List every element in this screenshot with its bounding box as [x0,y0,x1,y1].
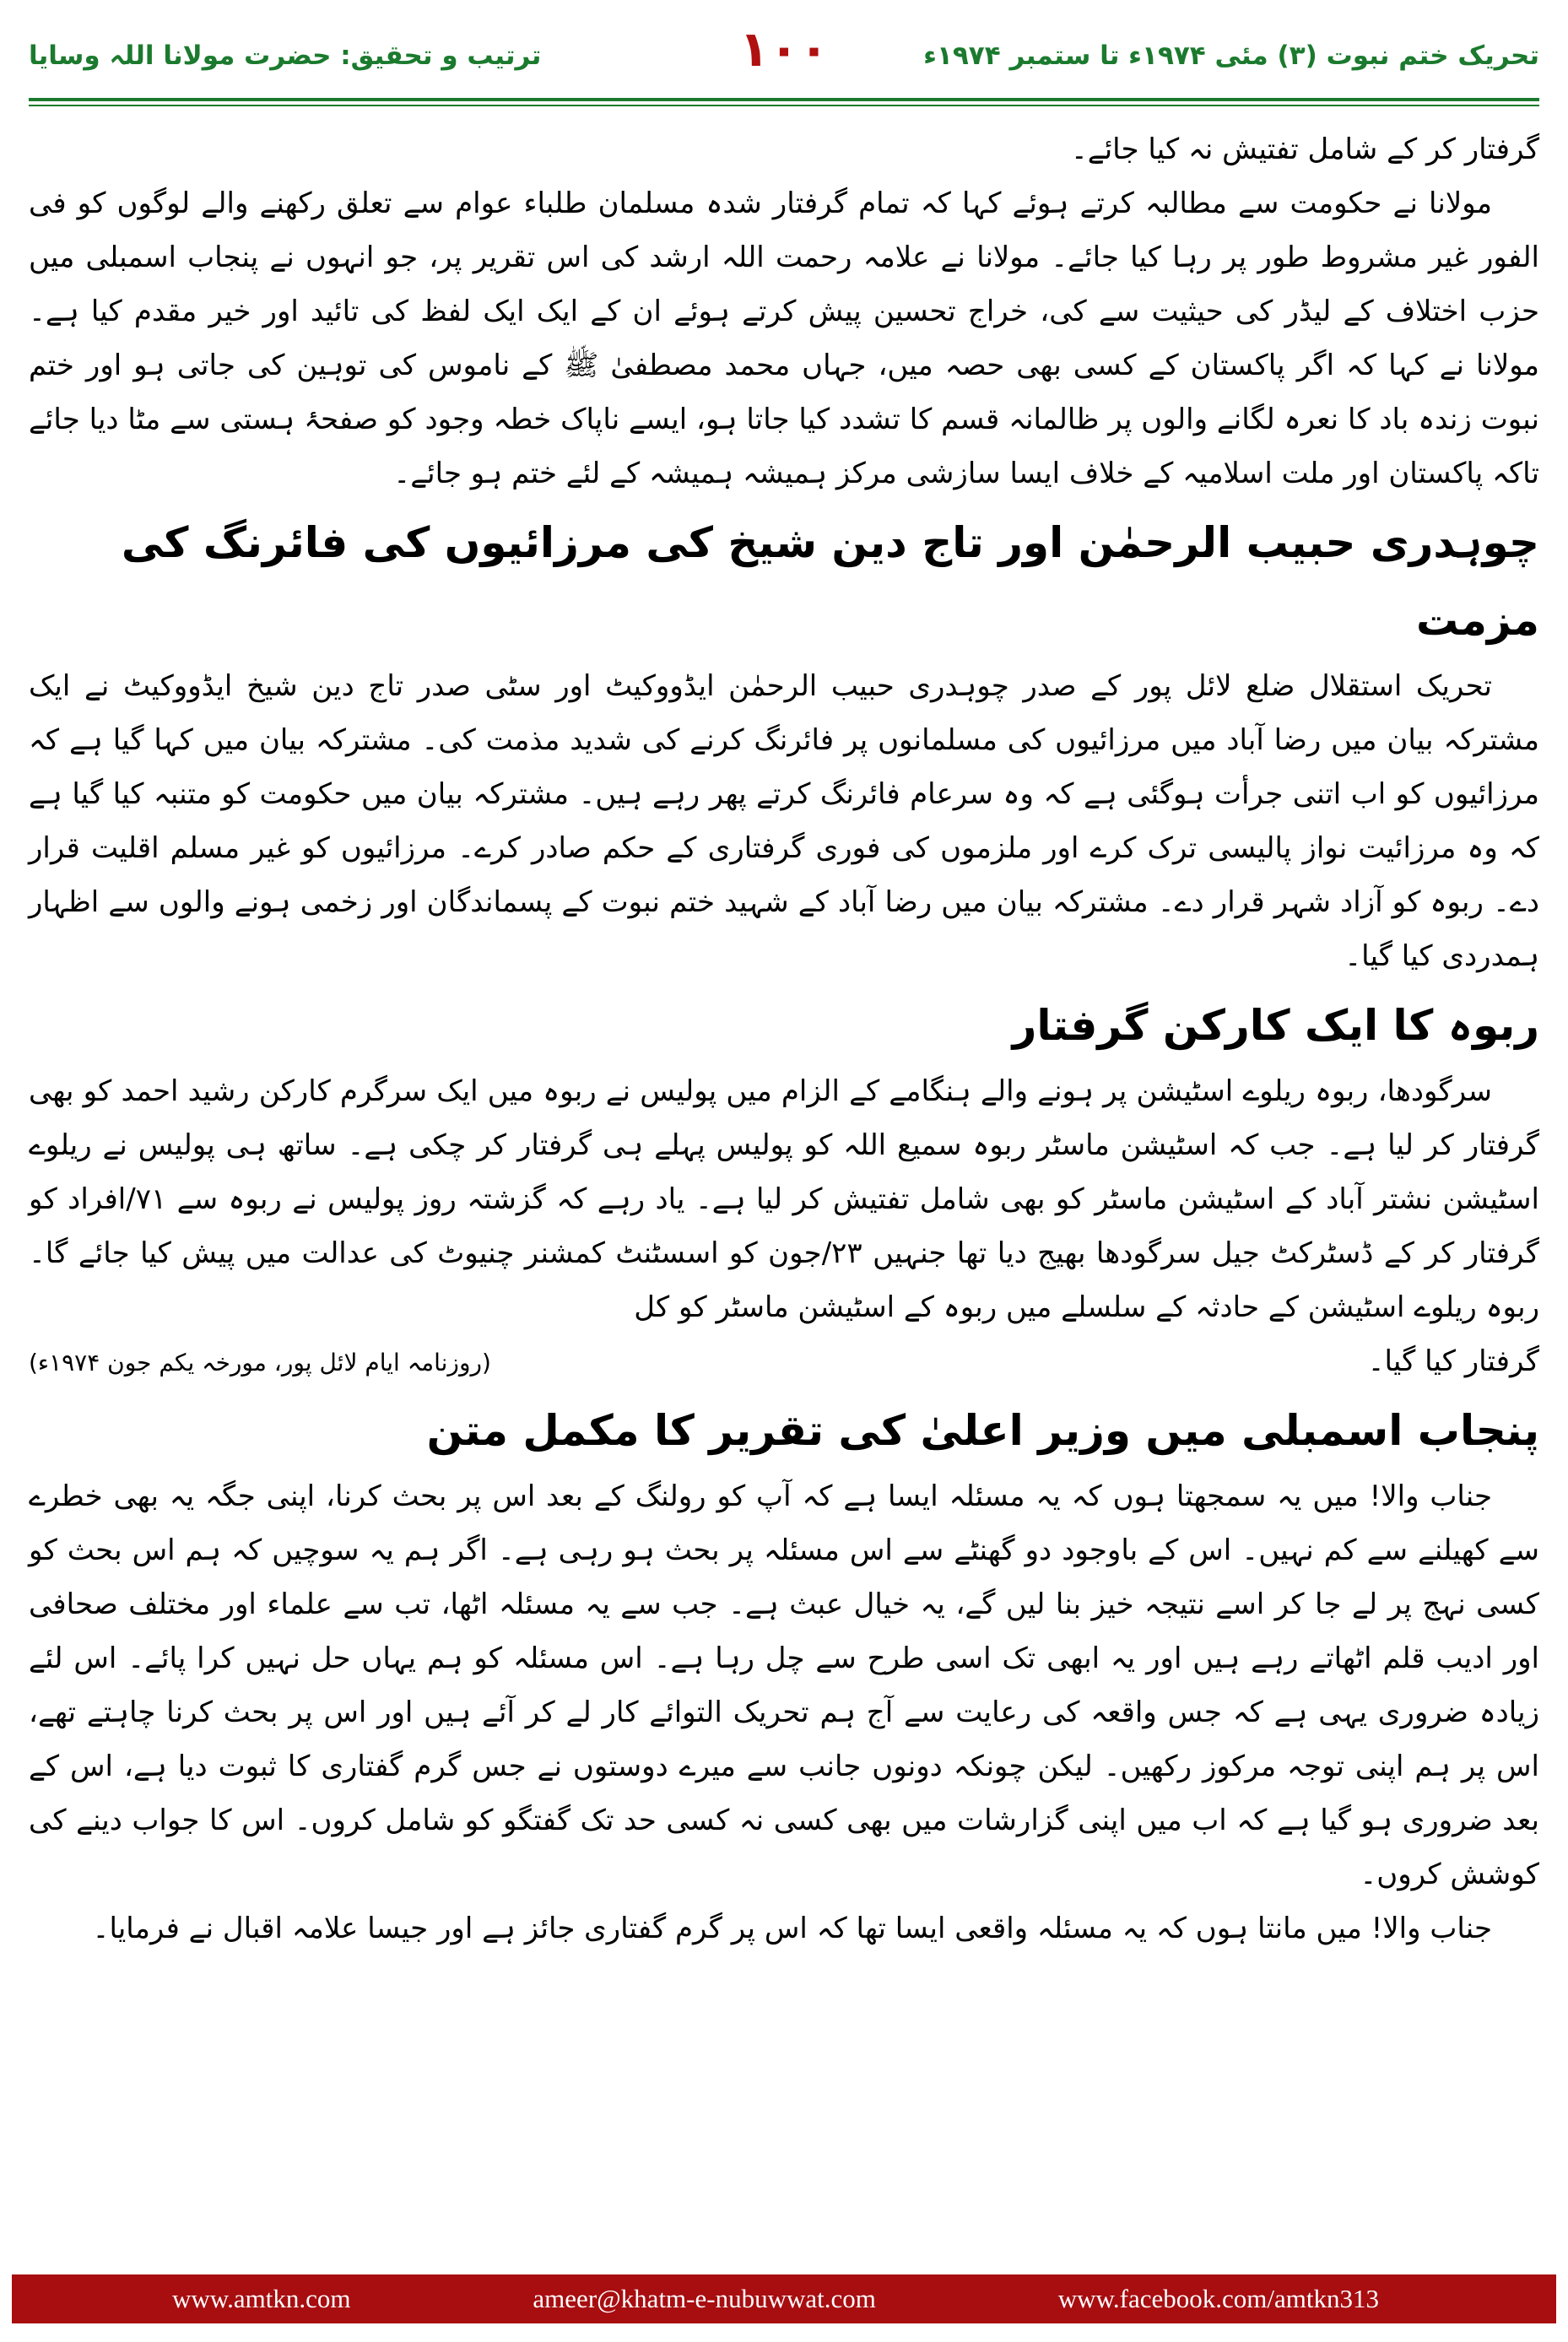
paragraph-5: جناب والا! میں یہ سمجھتا ہوں کہ یہ مسئلہ ایسا ہے کہ آپ کو رولنگ کے بعد اس پر بحث کرنا، اپنی جگہ یہ بھی خطرے سے کھیلنے سے کم نہیں۔ اس کے باوجود دو گھنٹے سے اس مسئلہ پر بحث ہو رہی ہے۔ اگر ہم یہ سوچیں کہ ہم اس بحث کو کسی نہج پر لے جا کر اسے نتیجہ خیز بنا لیں گے، یہ خیال عبث ہے۔ جب سے یہ مسئلہ اٹھا، تب سے علماء اور مختلف صحافی اور ادیب قلم اٹھاتے رہے ہیں اور یہ ابھی تک اسی طرح سے چل رہا ہے۔ اس مسئلہ کو ہم یہاں حل نہیں کرا پائے۔ اس لئے زیادہ ضروری یہی ہے کہ جس واقعہ کی رعایت سے آج ہم تحریک التوائے کار لے کر آئے ہیں اور اس پر بحث کرنا چاہتے تھے، اس پر ہم اپنی توجہ مرکوز رکھیں۔ لیکن چونکہ دونوں جانب سے میرے دوستوں نے جس گرم گفتاری کا ثبوت دیا ہے، اس کے بعد ضروری ہو گیا ہے کہ اب میں اپنی گزارشات میں بھی کسی نہ کسی حد تک گفتگو کو شامل کروں۔ اس کا جواب دینے کی کوشش کروں۔ [29,1479,1540,1891]
page-number: ۱۰۰ [738,20,830,78]
paragraph-2: مولانا نے حکومت سے مطالبہ کرتے ہوئے کہا کہ تمام گرفتار شدہ مسلمان طلباء عوام سے تعلق رکھنے والے لوگوں کو فی الفور غیر مشروط طور پر رہا کیا جائے۔ مولانا نے علامہ رحمت اللہ ارشد کی اس تقریر پر، جو انہوں نے پنجاب اسمبلی میں حزب اختلاف کے لیڈر کی حیثیت سے کی، خراج تحسین پیش کرتے ہوئے ان کے ایک ایک لفظ کی تائید اور خیر مقدم کیا ہے۔ مولانا نے کہا کہ اگر پاکستان کے کسی بھی حصہ میں، جہاں محمد مصطفیٰ ﷺ کے ناموس کی توہین کی جاتی ہو اور ختم نبوت زندہ باد کا نعرہ لگانے والوں پر ظالمانہ قسم کا تشدد کیا جاتا ہو، ایسے ناپاک خطہ وجود کو صفحۂ ہستی سے مٹا دیا جائے تاکہ پاکستان اور ملت اسلامیہ کے خلاف ایسا سازشی مرکز ہمیشہ ہمیشہ کے لئے ختم ہو جائے۔ [29,187,1539,490]
paragraph-4: سرگودھا، ربوہ ریلوے اسٹیشن پر ہونے والے ہنگامے کے الزام میں پولیس نے ربوہ میں ایک سرگرم کارکن رشید احمد کو بھی گرفتار کر لیا ہے۔ جب کہ اسٹیشن ماسٹر ربوہ سمیع اللہ کو پولیس پہلے ہی گرفتار کر چکی ہے۔ ساتھ ہی پولیس نے ریلوے اسٹیشن نشتر آباد کے اسٹیشن ماسٹر کو بھی شامل تفتیش کر لیا ہے۔ یاد رہے کہ گزشتہ روز پولیس نے ربوہ سے ۷۱/افراد کو گرفتار کر کے ڈسٹرکٹ جیل سرگودھا بھیج دیا تھا جنہیں ۲۳/جون کو اسسٹنٹ کمشنر چنیوٹ کی عدالت میں پیش کیا جائے گا۔ ربوہ ریلوے اسٹیشن کے حادثہ کے سلسلے میں ربوہ کے اسٹیشن ماسٹر کو کل [29,1074,1539,1324]
journal-title: تحریک ختم نبوت (۳) مئی ۱۹۷۴ء تا ستمبر ۱۹۷۴ء [923,41,1539,71]
paragraph-3: تحریک استقلال ضلع لائل پور کے صدر چوہدری حبیب الرحمٰن ایڈووکیٹ اور سٹی صدر تاج دین شیخ ایڈووکیٹ نے ایک مشترکہ بیان میں رضا آباد میں مرزائیوں کی مسلمانوں پر فائرنگ کرنے کی شدید مذمت کی۔ مشترکہ بیان میں کہا گیا ہے کہ مرزائیوں کو اب اتنی جرأت ہوگئی ہے کہ وہ سرعام فائرنگ کرتے پھر رہے ہیں۔ مشترکہ بیان میں حکومت کو متنبہ کیا گیا ہے کہ وہ مرزائیت نواز پالیسی ترک کرے اور ملزموں کی فوری گرفتاری کے حکم صادر کرے۔ مرزائیوں کو غیر مسلم اقلیت قرار دے۔ ربوہ کو آزاد شہر قرار دے۔ مشترکہ بیان میں رضا آباد کے شہید ختم نبوت کے پسماندگان اور زخمی ہونے والوں سے اظہار ہمدردی کیا گیا۔ [29,669,1539,973]
header-rule-thin [29,105,1539,106]
article-body [29,122,1539,2241]
header-rule [29,98,1539,101]
footer-email-link[interactable]: ameer@khatm-e-nubuwwat.com [533,2284,876,2313]
paragraph-1: گرفتار کر کے شامل تفتیش نہ کیا جائے۔ [1070,133,1539,166]
section-heading-2: ربوہ کا ایک کارکن گرفتار [1012,1001,1539,1050]
section-heading-1: چوہدری حبیب الرحمٰن اور تاج دین شیخ کی مرزائیوں کی فائرنگ کی مزمت [121,518,1539,645]
paragraph-6: جناب والا! میں مانتا ہوں کہ یہ مسئلہ واقعی ایسا تھا کہ اس پر گرم گفتاری جائز ہے اور جیسا علامہ اقبال نے فرمایا۔ [92,1912,1492,1945]
section-heading-3: پنجاب اسمبلی میں وزیر اعلیٰ کی تقریر کا مکمل متن [426,1406,1539,1455]
compiler-credit: ترتیب و تحقیق: حضرت مولانا اللہ وسایا [29,41,542,71]
footer-facebook-link[interactable]: www.facebook.com/amtkn313 [1057,2284,1379,2313]
footer-bar [12,2274,1556,2323]
source-citation: (روزنامہ ایام لائل پور، مورخہ یکم جون ۱۹۷۴ء) [29,1349,491,1377]
footer-website-link[interactable]: www.amtkn.com [172,2284,351,2313]
page-header [29,17,1539,110]
paragraph-4-end-line [29,1334,1539,1388]
paragraph-4-end: گرفتار کیا گیا۔ [1367,1344,1539,1378]
